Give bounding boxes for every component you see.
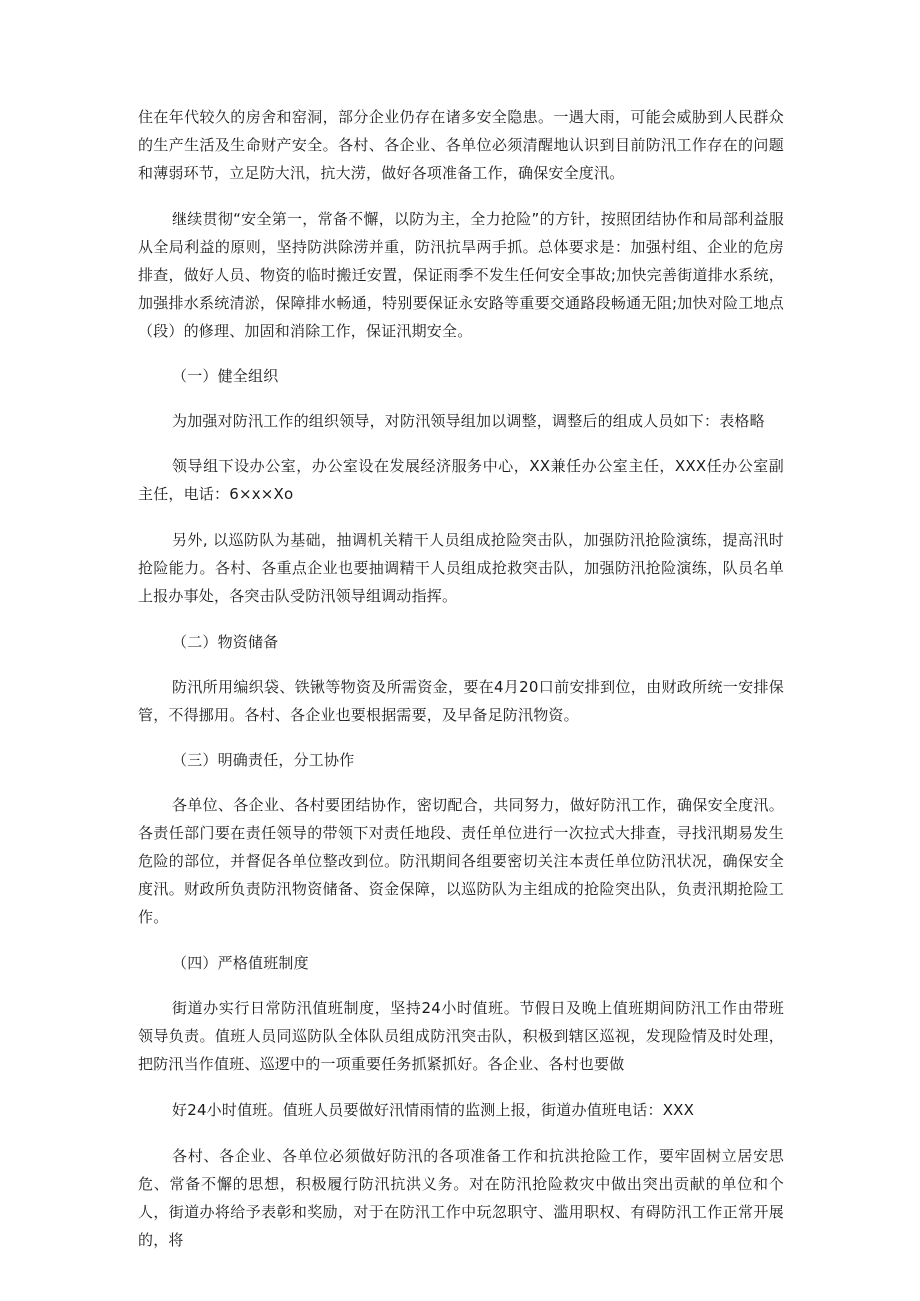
section-heading-organization: （一）健全组织 <box>172 367 279 385</box>
paragraph-closing: 各村、各企业、各单位必须做好防汛的各项准备工作和抗洪抢险工作，要牢固树立居安思危、常备不懈的思想，积极履行防汛抗洪义务。对在防汛抢险救灾中做出突出贡献的单位和个人，街道办将给予表彰和奖励，对于在防汛工作中玩忽职守、滥用职权、有碍防汛工作正常开展的，将 <box>138 1147 784 1249</box>
paragraph-policy: 继续贯彻“安全第一，常备不懈，以防为主，全力抢险”的方针，按照团结协作和局部利益服从全局利益的原则，坚持防洪除涝并重，防汛抗旱两手抓。总体要求是：加强村组、企业的危房排查，做好人员、物资的临时搬迁安置，保证雨季不发生任何安全事故;加快完善街道排水系统，加强排水系统清淤，保障排水畅通，特别要保证永安路等重要交通路段畅通无阻;加快对险工地点（段）的修理、加固和消除工作，保证汛期安全。 <box>138 210 784 340</box>
document-page <box>138 103 784 1254</box>
paragraph-duty: 街道办实行日常防汛值班制度，坚持24小时值班。节假日及晚上值班期间防汛工作由带班领导负责。值班人员同巡防队全体队员组成防汛突击队，积极到辖区巡视，发现险情及时处理，把防汛当作值班、巡逻中的一项重要任务抓紧抓好。各企业、各村也要做 <box>138 999 784 1073</box>
paragraph-continued: 住在年代较久的房舍和窑洞，部分企业仍存在诸多安全隐患。一遇大雨，可能会威胁到人民群众的生产生活及生命财产安全。各村、各企业、各单位必须清醒地认识到目前防汛工作存在的问题和薄弱环节，立足防大汛，抗大涝，做好各项准备工作，确保安全度汛。 <box>138 108 784 182</box>
section-heading-responsibility: （三）明确责任，分工协作 <box>172 751 355 769</box>
paragraph-rescue-team: 另外, 以巡防队为基础，抽调机关精干人员组成抢险突击队，加强防汛抢险演练，提高汛时抢险能力。各村、各重点企业也要抽调精干人员组成抢救突击队，加强防汛抢险演练，队员名单上报办事处，各突击队受防汛领导组调动指挥。 <box>138 531 784 605</box>
section-heading-duty: （四）严格值班制度 <box>172 954 309 972</box>
paragraph-duty-continued: 好24小时值班。值班人员要做好汛情雨情的监测上报，街道办值班电话：XXX <box>172 1101 695 1119</box>
paragraph-responsibility: 各单位、各企业、各村要团结协作，密切配合，共同努力，做好防汛工作，确保安全度汛。各责任部门要在责任领导的带领下对责任地段、责任单位进行一次拉式大排查，寻找汛期易发生危险的部位，并督促各单位整改到位。防汛期间各组要密切关注本责任单位防汛状况，确保安全度汛。财政所负责防汛物资储备、资金保障，以巡防队为主组成的抢险突出队，负责汛期抢险工作。 <box>138 796 784 926</box>
paragraph-leadership: 为加强对防汛工作的组织领导，对防汛领导组加以调整，调整后的组成人员如下：表格略 <box>172 412 765 430</box>
paragraph-office: 领导组下设办公室，办公室设在发展经济服务中心，XX兼任办公室主任，XXX任办公室副主任，电话：6×x×Xo <box>138 457 784 503</box>
section-heading-materials: （二）物资储备 <box>172 633 279 651</box>
paragraph-materials: 防汛所用编织袋、铁锹等物资及所需资金，要在4月20口前安排到位，由财政所统一安排保管，不得挪用。各村、各企业也要根据需要，及早备足防汛物资。 <box>138 678 784 724</box>
